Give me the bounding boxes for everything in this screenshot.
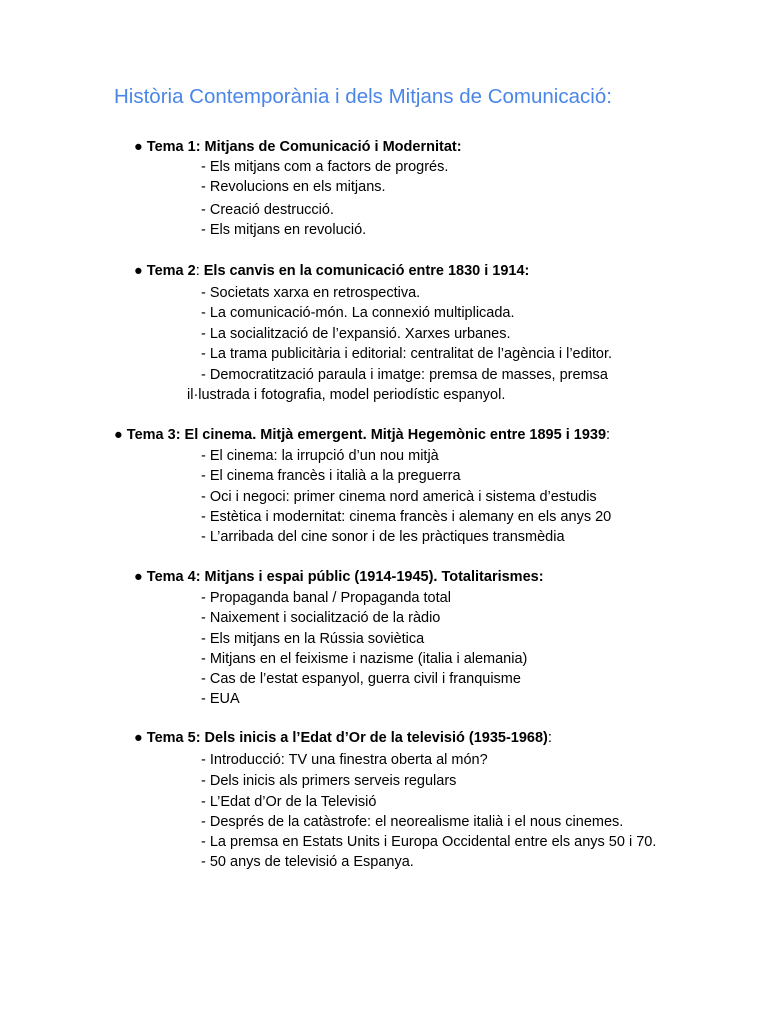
bullet-icon: ● bbox=[134, 139, 143, 155]
list-item-continuation: il·lustrada i fotografia, model periodístic espanyol. bbox=[187, 387, 506, 404]
list-item: - Mitjans en el feixisme i nazisme (italia i alemania) bbox=[201, 650, 528, 667]
section-title: Tema 4: Mitjans i espai públic (1914-1945). Totalitarismes: bbox=[146, 569, 544, 585]
section-title-suffix: : bbox=[606, 427, 611, 443]
list-item: - Els mitjans en revolució. bbox=[201, 221, 367, 238]
topic-list bbox=[201, 750, 656, 873]
section-heading bbox=[134, 261, 529, 281]
list-item: - Propaganda banal / Propaganda total bbox=[201, 590, 451, 606]
section-heading bbox=[134, 728, 552, 748]
topic-list bbox=[201, 446, 611, 547]
topic-list bbox=[187, 283, 613, 406]
list-item: - L’arribada del cine sonor i de les pràctiques transmèdia bbox=[201, 529, 565, 546]
list-item: - Naixement i socialització de la ràdio bbox=[201, 610, 441, 627]
section-title: Tema 3: El cinema. Mitjà emergent. Mitjà Hegemònic entre 1895 i 1939 bbox=[126, 427, 607, 443]
section-title-separator: : bbox=[195, 263, 204, 279]
list-item: - Oci i negoci: primer cinema nord americà i sistema d’estudis bbox=[201, 488, 597, 505]
list-item: - Introducció: TV una finestra oberta al món? bbox=[201, 752, 488, 768]
bullet-icon: ● bbox=[134, 569, 143, 585]
section-title: Tema 1: Mitjans de Comunicació i Modernitat: bbox=[146, 139, 462, 155]
list-item: - La premsa en Estats Units i Europa Occidental entre els anys 50 i 70. bbox=[201, 834, 657, 851]
section-title: Tema 5: Dels inicis a l’Edat d’Or de la televisió (1935-1968) bbox=[146, 730, 548, 746]
topic-list bbox=[201, 588, 527, 710]
list-item: - Creació destrucció. bbox=[201, 201, 334, 218]
list-item: - Democratització paraula i imatge: premsa de masses, premsa bbox=[201, 367, 608, 384]
list-item: - Els mitjans en la Rússia soviètica bbox=[201, 630, 425, 647]
list-item: - EUA bbox=[201, 691, 240, 708]
list-item: - Després de la catàstrofe: el neorealisme italià i el nous cinemes. bbox=[201, 813, 624, 830]
list-item: - El cinema francès i italià a la preguerra bbox=[201, 468, 461, 485]
list-item: - La trama publicitària i editorial: centralitat de l’agència i l’editor. bbox=[201, 345, 613, 362]
list-item: - Revolucions en els mitjans. bbox=[201, 179, 386, 196]
section-title-suffix: : bbox=[547, 730, 552, 746]
bullet-icon: ● bbox=[134, 263, 143, 279]
section-heading bbox=[114, 425, 610, 445]
section-title: Tema 2 bbox=[146, 263, 196, 279]
document-title: Història Contemporània i dels Mitjans de Comunicació: bbox=[114, 85, 612, 108]
list-item: - L’Edat d’Or de la Televisió bbox=[201, 793, 377, 810]
list-item: - Societats xarxa en retrospectiva. bbox=[201, 285, 421, 301]
section-heading bbox=[134, 567, 544, 587]
list-item: - La comunicació-món. La connexió multiplicada. bbox=[201, 305, 515, 322]
list-item: - 50 anys de televisió a Espanya. bbox=[201, 854, 414, 871]
bullet-icon: ● bbox=[114, 427, 123, 443]
list-item: - El cinema: la irrupció d’un nou mitjà bbox=[201, 448, 439, 464]
list-item: - Dels inicis als primers serveis regulars bbox=[201, 773, 457, 790]
list-item: - Estètica i modernitat: cinema francès i alemany en els anys 20 bbox=[201, 508, 612, 525]
section-title-continued: Els canvis en la comunicació entre 1830 i 1914: bbox=[203, 263, 530, 279]
list-item: - Cas de l’estat espanyol, guerra civil i franquisme bbox=[201, 671, 521, 688]
bullet-icon: ● bbox=[134, 730, 143, 746]
list-item: - Els mitjans com a factors de progrés. bbox=[201, 159, 449, 175]
list-item: - La socialització de l’expansió. Xarxes urbanes. bbox=[201, 325, 511, 342]
section-heading bbox=[134, 137, 462, 157]
topic-list bbox=[201, 157, 448, 240]
